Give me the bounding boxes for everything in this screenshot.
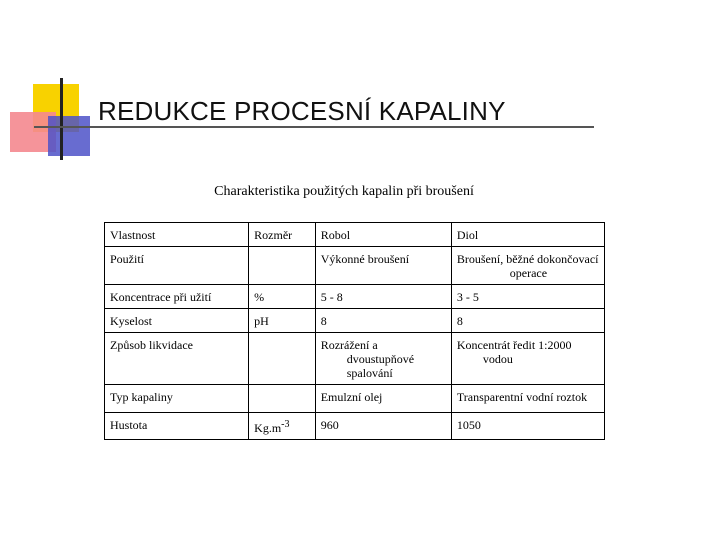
unit-base: Kg.m xyxy=(254,421,282,435)
table-row xyxy=(105,309,605,333)
cell-robol: Výkonné broušení xyxy=(315,247,451,285)
cell-rozmer xyxy=(249,247,316,285)
cell-robol: 8 xyxy=(315,309,451,333)
cell-diol-line2: operace xyxy=(509,266,548,280)
cell-rozmer: pH xyxy=(249,309,316,333)
cell-rozmer: % xyxy=(249,285,316,309)
cell-robol-line3: spalování xyxy=(346,366,393,380)
cell-robol xyxy=(315,333,451,385)
cell-rozmer xyxy=(249,333,316,385)
header-robol: Robol xyxy=(315,223,451,247)
properties-table xyxy=(104,222,605,440)
table-row xyxy=(105,385,605,413)
cell-vlastnost: Způsob likvidace xyxy=(105,333,249,385)
cell-diol-line2: vodou xyxy=(482,352,513,366)
cell-vlastnost: Kyselost xyxy=(105,309,249,333)
cell-diol-line1: Broušení, běžné dokončovací xyxy=(456,252,599,266)
table-row xyxy=(105,285,605,309)
cell-vlastnost: Typ kapaliny xyxy=(105,385,249,413)
cell-diol: 3 - 5 xyxy=(451,285,604,309)
cell-diol: Transparentní vodní roztok xyxy=(451,385,604,413)
table-row xyxy=(105,247,605,285)
slide-title: REDUKCE PROCESNÍ KAPALINY xyxy=(98,96,506,126)
header-rozmer: Rozměr xyxy=(249,223,316,247)
cell-diol: 1050 xyxy=(451,413,604,440)
cell-vlastnost: Koncentrace při užití xyxy=(105,285,249,309)
table-header-row xyxy=(105,223,605,247)
cell-robol-line1: Rozrážení a xyxy=(320,338,378,352)
decor-vertical-line xyxy=(60,78,63,160)
unit-exponent: -3 xyxy=(281,419,290,430)
cell-robol: 960 xyxy=(315,413,451,440)
table-caption: Charakteristika použitých kapalin při broušení xyxy=(214,184,474,199)
decor-blue-square xyxy=(48,116,90,156)
cell-diol xyxy=(451,333,604,385)
cell-diol-line1: Koncentrát ředit 1:2000 xyxy=(456,338,572,352)
header-diol: Diol xyxy=(451,223,604,247)
cell-diol xyxy=(451,247,604,285)
cell-robol: Emulzní olej xyxy=(315,385,451,413)
cell-vlastnost: Použití xyxy=(105,247,249,285)
cell-robol-line2: dvoustupňové xyxy=(346,352,415,366)
table-row xyxy=(105,413,605,440)
cell-vlastnost: Hustota xyxy=(105,413,249,440)
cell-robol: 5 - 8 xyxy=(315,285,451,309)
table-row xyxy=(105,333,605,385)
cell-rozmer xyxy=(249,385,316,413)
cell-diol: 8 xyxy=(451,309,604,333)
cell-rozmer xyxy=(249,413,316,440)
header-vlastnost: Vlastnost xyxy=(105,223,249,247)
